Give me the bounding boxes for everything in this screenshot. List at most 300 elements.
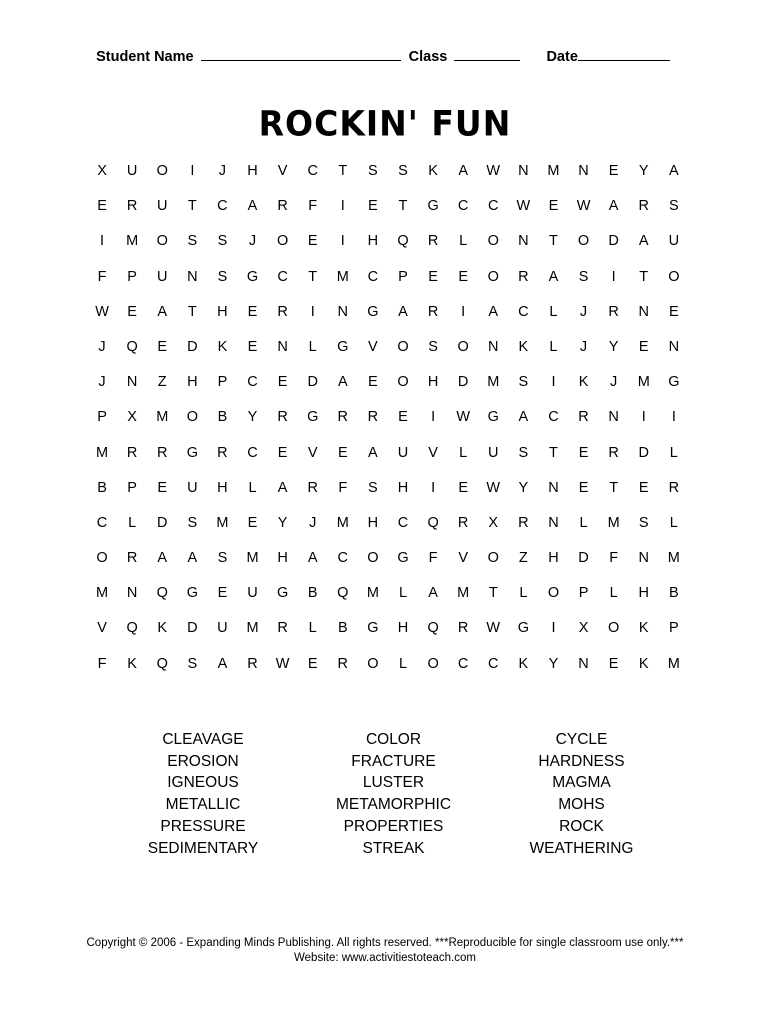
grid-letter[interactable]: K <box>127 655 137 672</box>
grid-letter[interactable]: J <box>579 338 588 355</box>
grid-letter[interactable]: E <box>668 303 679 320</box>
grid-letter[interactable]: X <box>578 620 589 637</box>
grid-letter[interactable]: I <box>641 409 646 426</box>
grid-letter[interactable]: R <box>247 655 258 672</box>
grid-letter[interactable]: N <box>187 268 198 285</box>
grid-letter[interactable]: R <box>277 198 288 215</box>
grid-letter[interactable]: V <box>368 338 378 355</box>
grid-letter[interactable]: R <box>217 444 228 461</box>
grid-letter[interactable]: L <box>248 479 257 496</box>
grid-letter[interactable]: D <box>578 550 589 567</box>
grid-letter[interactable]: C <box>247 374 258 391</box>
grid-letter[interactable]: C <box>247 444 258 461</box>
grid-letter[interactable]: W <box>95 303 109 320</box>
grid-letter[interactable]: H <box>277 550 288 567</box>
grid-letter[interactable]: Y <box>608 338 619 355</box>
grid-letter[interactable]: C <box>457 198 469 215</box>
grid-letter[interactable]: L <box>579 514 588 531</box>
grid-letter[interactable]: U <box>156 198 168 215</box>
grid-letter[interactable]: L <box>459 233 468 250</box>
grid-letter[interactable]: D <box>187 338 198 355</box>
grid-letter[interactable]: U <box>397 444 409 461</box>
grid-letter[interactable]: E <box>277 374 288 391</box>
grid-letter[interactable]: E <box>337 444 348 461</box>
grid-letter[interactable]: G <box>186 444 198 461</box>
grid-letter[interactable]: J <box>98 374 106 391</box>
grid-letter[interactable]: L <box>308 338 317 355</box>
grid-letter[interactable]: U <box>488 444 499 461</box>
grid-letter[interactable]: S <box>668 198 679 215</box>
grid-letter[interactable]: T <box>187 198 197 215</box>
grid-letter[interactable]: Y <box>518 479 529 496</box>
grid-letter[interactable]: C <box>488 655 499 672</box>
grid-letter[interactable]: A <box>277 479 288 496</box>
grid-letter[interactable]: N <box>488 338 499 355</box>
grid-letter[interactable]: C <box>217 198 228 215</box>
grid-letter[interactable]: R <box>518 514 529 531</box>
grid-letter[interactable]: R <box>457 620 469 637</box>
grid-letter[interactable]: E <box>127 303 137 320</box>
grid-letter[interactable]: G <box>397 550 409 567</box>
grid-letter[interactable]: A <box>428 585 438 602</box>
grid-letter[interactable]: H <box>548 550 559 567</box>
grid-letter[interactable]: T <box>308 268 318 285</box>
grid-letter[interactable]: A <box>518 409 529 426</box>
grid-letter[interactable]: M <box>667 550 680 567</box>
grid-letter[interactable]: F <box>338 479 348 496</box>
grid-letter[interactable]: S <box>217 268 228 285</box>
grid-letter[interactable]: Z <box>518 550 528 567</box>
grid-letter[interactable]: M <box>487 374 500 391</box>
grid-letter[interactable]: X <box>97 163 107 179</box>
grid-letter[interactable]: P <box>398 268 408 285</box>
grid-letter[interactable]: W <box>486 479 501 496</box>
grid-letter[interactable]: E <box>578 444 589 461</box>
grid-letter[interactable]: F <box>308 198 318 215</box>
grid-letter[interactable]: I <box>551 374 556 391</box>
grid-letter[interactable]: Q <box>427 620 439 637</box>
grid-letter[interactable]: C <box>457 655 469 672</box>
grid-letter[interactable]: T <box>488 585 498 602</box>
grid-letter[interactable]: P <box>127 479 137 496</box>
grid-letter[interactable]: I <box>431 479 436 496</box>
grid-letter[interactable]: H <box>427 374 439 391</box>
grid-letter[interactable]: I <box>340 233 345 250</box>
grid-letter[interactable]: S <box>518 374 529 391</box>
grid-letter[interactable]: E <box>368 198 378 215</box>
grid-letter[interactable]: E <box>608 655 619 672</box>
grid-letter[interactable]: J <box>309 514 317 531</box>
grid-letter[interactable]: W <box>486 163 501 179</box>
grid-letter[interactable]: E <box>277 444 288 461</box>
grid-letter[interactable]: R <box>518 268 529 285</box>
grid-letter[interactable]: S <box>398 163 408 179</box>
grid-letter[interactable]: M <box>547 163 560 179</box>
grid-letter[interactable]: U <box>247 585 258 602</box>
grid-letter[interactable]: G <box>337 338 349 355</box>
grid-letter[interactable]: E <box>307 233 318 250</box>
grid-letter[interactable]: S <box>368 163 378 179</box>
grid-letter[interactable]: O <box>156 163 168 179</box>
grid-letter[interactable]: C <box>548 409 559 426</box>
grid-letter[interactable]: D <box>457 374 469 391</box>
grid-letter[interactable]: M <box>336 514 349 531</box>
grid-letter[interactable]: F <box>428 550 438 567</box>
grid-letter[interactable]: M <box>457 585 470 602</box>
grid-letter[interactable]: G <box>186 585 198 602</box>
grid-letter[interactable]: O <box>367 655 379 672</box>
grid-letter[interactable]: K <box>157 620 168 637</box>
grid-letter[interactable]: I <box>340 198 345 215</box>
grid-letter[interactable]: O <box>156 233 168 250</box>
grid-letter[interactable]: V <box>277 163 288 179</box>
grid-letter[interactable]: L <box>398 655 408 672</box>
grid-letter[interactable]: R <box>337 655 349 672</box>
grid-letter[interactable]: N <box>548 479 559 496</box>
grid-letter[interactable]: N <box>578 163 589 179</box>
grid-letter[interactable]: A <box>368 444 378 461</box>
grid-letter[interactable]: A <box>157 550 168 567</box>
grid-letter[interactable]: U <box>668 233 680 250</box>
grid-letter[interactable]: A <box>247 198 258 215</box>
grid-letter[interactable]: C <box>367 268 379 285</box>
grid-letter[interactable]: L <box>609 585 618 602</box>
grid-letter[interactable]: L <box>549 303 558 320</box>
grid-letter[interactable]: G <box>517 620 529 637</box>
grid-letter[interactable]: N <box>126 585 138 602</box>
grid-letter[interactable]: R <box>427 303 439 320</box>
grid-letter[interactable]: P <box>97 409 107 426</box>
grid-letter[interactable]: L <box>308 620 317 637</box>
grid-letter[interactable]: N <box>518 233 529 250</box>
grid-letter[interactable]: K <box>638 620 649 637</box>
grid-letter[interactable]: I <box>611 268 616 285</box>
grid-letter[interactable]: Q <box>156 585 168 602</box>
grid-letter[interactable]: V <box>428 444 438 461</box>
grid-letter[interactable]: K <box>518 655 529 672</box>
class-field[interactable] <box>454 46 520 61</box>
grid-letter[interactable]: O <box>577 233 590 250</box>
grid-letter[interactable]: R <box>126 198 138 215</box>
grid-letter[interactable]: S <box>187 233 198 250</box>
grid-letter[interactable]: A <box>398 303 408 320</box>
grid-letter[interactable]: G <box>367 303 379 320</box>
grid-letter[interactable]: H <box>217 303 228 320</box>
grid-letter[interactable]: I <box>431 409 436 426</box>
grid-letter[interactable]: Q <box>397 233 409 250</box>
grid-letter[interactable]: R <box>367 409 379 426</box>
grid-letter[interactable]: P <box>127 268 137 285</box>
grid-letter[interactable]: M <box>667 655 680 672</box>
grid-letter[interactable]: N <box>638 303 649 320</box>
grid-letter[interactable]: Z <box>157 374 167 391</box>
grid-letter[interactable]: O <box>487 550 499 567</box>
grid-letter[interactable]: H <box>397 479 409 496</box>
grid-letter[interactable]: W <box>576 198 591 215</box>
grid-letter[interactable]: N <box>638 550 649 567</box>
grid-letter[interactable]: I <box>190 163 195 179</box>
grid-letter[interactable]: J <box>98 338 106 355</box>
grid-letter[interactable]: R <box>277 303 288 320</box>
grid-letter[interactable]: E <box>307 655 318 672</box>
grid-letter[interactable]: O <box>186 409 198 426</box>
student-name-field[interactable] <box>201 46 401 61</box>
grid-letter[interactable]: F <box>97 268 107 285</box>
grid-letter[interactable]: X <box>127 409 137 426</box>
grid-letter[interactable]: G <box>367 620 379 637</box>
grid-letter[interactable]: I <box>461 303 466 320</box>
grid-letter[interactable]: A <box>337 374 348 391</box>
grid-letter[interactable]: M <box>216 514 229 531</box>
grid-letter[interactable]: M <box>246 550 259 567</box>
grid-letter[interactable]: O <box>608 620 620 637</box>
grid-letter[interactable]: G <box>427 198 439 215</box>
grid-letter[interactable]: V <box>97 620 107 637</box>
grid-letter[interactable]: W <box>486 620 501 637</box>
grid-letter[interactable]: N <box>277 338 288 355</box>
grid-letter[interactable]: A <box>638 233 649 250</box>
grid-letter[interactable]: E <box>368 374 378 391</box>
grid-letter[interactable]: E <box>638 338 649 355</box>
date-field[interactable] <box>578 46 670 61</box>
grid-letter[interactable]: E <box>247 303 258 320</box>
grid-letter[interactable]: G <box>487 409 499 426</box>
grid-letter[interactable]: V <box>307 444 318 461</box>
grid-letter[interactable]: R <box>578 409 589 426</box>
grid-letter[interactable]: L <box>669 514 678 531</box>
grid-letter[interactable]: C <box>397 514 409 531</box>
grid-letter[interactable]: H <box>217 479 228 496</box>
grid-letter[interactable]: M <box>96 444 109 461</box>
grid-letter[interactable]: U <box>126 163 138 179</box>
grid-letter[interactable]: S <box>187 514 198 531</box>
grid-letter[interactable]: M <box>96 585 109 602</box>
grid-letter[interactable]: M <box>246 620 259 637</box>
grid-letter[interactable]: R <box>608 444 619 461</box>
grid-letter[interactable]: U <box>217 620 228 637</box>
grid-letter[interactable]: T <box>398 198 408 215</box>
grid-letter[interactable]: S <box>217 550 228 567</box>
grid-letter[interactable]: S <box>638 514 649 531</box>
grid-letter[interactable]: R <box>277 620 288 637</box>
grid-letter[interactable]: A <box>307 550 318 567</box>
grid-letter[interactable]: B <box>337 620 348 637</box>
grid-letter[interactable]: Y <box>638 163 649 179</box>
grid-letter[interactable]: O <box>457 338 469 355</box>
grid-letter[interactable]: L <box>519 585 528 602</box>
grid-letter[interactable]: P <box>578 585 589 602</box>
grid-letter[interactable]: B <box>307 585 318 602</box>
grid-letter[interactable]: R <box>457 514 469 531</box>
grid-letter[interactable]: R <box>126 550 138 567</box>
grid-letter[interactable]: W <box>516 198 531 215</box>
grid-letter[interactable]: T <box>549 444 558 461</box>
grid-letter[interactable]: F <box>609 550 619 567</box>
grid-letter[interactable]: K <box>428 163 438 179</box>
grid-letter[interactable]: C <box>277 268 288 285</box>
grid-letter[interactable]: N <box>126 374 138 391</box>
grid-letter[interactable]: O <box>397 338 409 355</box>
grid-letter[interactable]: M <box>607 514 620 531</box>
grid-letter[interactable]: J <box>218 163 227 179</box>
grid-letter[interactable]: G <box>276 585 289 602</box>
grid-letter[interactable]: S <box>217 233 228 250</box>
grid-letter[interactable]: E <box>458 268 468 285</box>
grid-letter[interactable]: O <box>487 268 499 285</box>
grid-letter[interactable]: K <box>638 655 649 672</box>
grid-letter[interactable]: Y <box>277 514 288 531</box>
grid-letter[interactable]: Y <box>247 409 258 426</box>
grid-letter[interactable]: M <box>126 233 139 250</box>
grid-letter[interactable]: A <box>157 303 168 320</box>
grid-letter[interactable]: S <box>368 479 378 496</box>
grid-letter[interactable]: I <box>551 620 556 637</box>
grid-letter[interactable]: E <box>247 514 258 531</box>
grid-letter[interactable]: N <box>608 409 619 426</box>
grid-letter[interactable]: K <box>518 338 529 355</box>
grid-letter[interactable]: T <box>338 163 348 179</box>
grid-letter[interactable]: X <box>488 514 499 531</box>
grid-letter[interactable]: O <box>547 585 560 602</box>
grid-letter[interactable]: J <box>248 233 257 250</box>
grid-letter[interactable]: C <box>518 303 529 320</box>
grid-letter[interactable]: O <box>487 233 499 250</box>
grid-letter[interactable]: E <box>157 479 168 496</box>
grid-letter[interactable]: D <box>307 374 318 391</box>
grid-letter[interactable]: M <box>366 585 379 602</box>
grid-letter[interactable]: C <box>337 550 349 567</box>
grid-letter[interactable]: L <box>398 585 408 602</box>
grid-letter[interactable]: L <box>669 444 678 461</box>
grid-letter[interactable]: M <box>637 374 650 391</box>
grid-letter[interactable]: T <box>639 268 649 285</box>
grid-letter[interactable]: H <box>397 620 409 637</box>
grid-letter[interactable]: E <box>458 479 468 496</box>
grid-letter[interactable]: G <box>307 409 319 426</box>
grid-letter[interactable]: F <box>97 655 107 672</box>
grid-letter[interactable]: D <box>156 514 168 531</box>
grid-letter[interactable]: S <box>187 655 198 672</box>
grid-letter[interactable]: U <box>156 268 168 285</box>
grid-letter[interactable]: Q <box>337 585 349 602</box>
grid-letter[interactable]: E <box>548 198 559 215</box>
grid-letter[interactable]: R <box>277 409 288 426</box>
grid-letter[interactable]: J <box>610 374 618 391</box>
grid-letter[interactable]: I <box>100 233 105 250</box>
grid-letter[interactable]: A <box>668 163 679 179</box>
grid-letter[interactable]: M <box>156 409 169 426</box>
grid-letter[interactable]: A <box>488 303 499 320</box>
grid-letter[interactable]: B <box>217 409 228 426</box>
grid-letter[interactable]: D <box>638 444 649 461</box>
grid-letter[interactable]: R <box>156 444 168 461</box>
grid-letter[interactable]: O <box>397 374 409 391</box>
grid-letter[interactable]: N <box>668 338 680 355</box>
grid-letter[interactable]: A <box>608 198 619 215</box>
grid-letter[interactable]: Y <box>548 655 559 672</box>
grid-letter[interactable]: A <box>187 550 198 567</box>
grid-letter[interactable]: V <box>458 550 468 567</box>
grid-letter[interactable]: O <box>367 550 379 567</box>
grid-letter[interactable]: O <box>427 655 439 672</box>
grid-letter[interactable]: E <box>608 163 619 179</box>
grid-letter[interactable]: R <box>126 444 138 461</box>
grid-letter[interactable]: E <box>217 585 228 602</box>
grid-letter[interactable]: C <box>488 198 499 215</box>
grid-letter[interactable]: C <box>307 163 318 179</box>
grid-letter[interactable]: H <box>638 585 649 602</box>
grid-letter[interactable]: H <box>367 233 379 250</box>
grid-letter[interactable]: B <box>668 585 679 602</box>
grid-letter[interactable]: A <box>548 268 559 285</box>
grid-letter[interactable]: T <box>609 479 619 496</box>
grid-letter[interactable]: E <box>428 268 438 285</box>
grid-letter[interactable]: T <box>187 303 197 320</box>
grid-letter[interactable]: N <box>337 303 349 320</box>
grid-letter[interactable]: Q <box>126 620 138 637</box>
grid-letter[interactable]: H <box>187 374 198 391</box>
grid-letter[interactable]: L <box>549 338 558 355</box>
grid-letter[interactable]: Q <box>427 514 439 531</box>
grid-letter[interactable]: L <box>459 444 468 461</box>
grid-letter[interactable]: K <box>217 338 228 355</box>
grid-letter[interactable]: S <box>428 338 438 355</box>
grid-letter[interactable]: O <box>96 550 108 567</box>
grid-letter[interactable]: Q <box>126 338 138 355</box>
grid-letter[interactable]: O <box>276 233 289 250</box>
grid-letter[interactable]: R <box>638 198 649 215</box>
grid-letter[interactable]: P <box>217 374 228 391</box>
grid-letter[interactable]: H <box>367 514 379 531</box>
grid-letter[interactable]: E <box>247 338 258 355</box>
grid-letter[interactable]: D <box>187 620 198 637</box>
grid-letter[interactable]: M <box>336 268 349 285</box>
grid-letter[interactable]: O <box>668 268 680 285</box>
grid-letter[interactable]: R <box>608 303 619 320</box>
grid-letter[interactable]: U <box>187 479 198 496</box>
grid-letter[interactable]: A <box>458 163 468 179</box>
grid-letter[interactable]: R <box>337 409 349 426</box>
grid-letter[interactable]: R <box>427 233 439 250</box>
grid-letter[interactable]: G <box>668 374 680 391</box>
grid-letter[interactable]: C <box>96 514 108 531</box>
grid-letter[interactable]: N <box>518 163 529 179</box>
grid-letter[interactable]: I <box>671 409 676 426</box>
grid-letter[interactable]: H <box>247 163 258 179</box>
grid-letter[interactable]: A <box>217 655 228 672</box>
grid-letter[interactable]: J <box>579 303 588 320</box>
grid-letter[interactable]: R <box>668 479 680 496</box>
grid-letter[interactable]: S <box>518 444 529 461</box>
grid-letter[interactable]: E <box>578 479 589 496</box>
grid-letter[interactable]: G <box>246 268 259 285</box>
grid-letter[interactable]: I <box>310 303 315 320</box>
grid-letter[interactable]: Q <box>156 655 168 672</box>
grid-letter[interactable]: E <box>638 479 649 496</box>
grid-letter[interactable]: E <box>97 198 107 215</box>
grid-letter[interactable]: N <box>578 655 589 672</box>
grid-letter[interactable]: L <box>128 514 137 531</box>
grid-letter[interactable]: W <box>275 655 290 672</box>
grid-letter[interactable]: B <box>97 479 107 496</box>
grid-letter[interactable]: K <box>578 374 589 391</box>
grid-letter[interactable]: D <box>608 233 619 250</box>
grid-letter[interactable]: T <box>549 233 558 250</box>
grid-letter[interactable]: E <box>157 338 168 355</box>
grid-letter[interactable]: N <box>548 514 559 531</box>
grid-letter[interactable]: R <box>307 479 318 496</box>
grid-letter[interactable]: E <box>398 409 408 426</box>
